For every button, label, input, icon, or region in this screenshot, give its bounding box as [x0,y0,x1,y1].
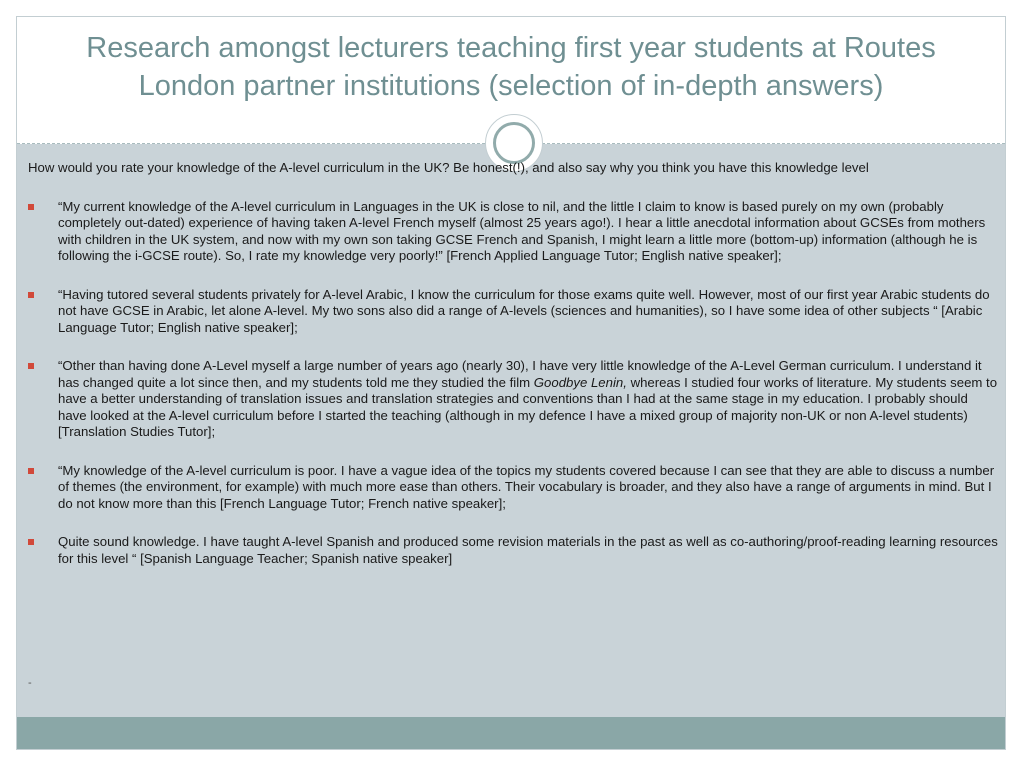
answer-item [28,358,1000,441]
film-title: Goodbye Lenin, [533,374,627,390]
answer-item [28,534,1000,567]
answer-text: “Having tutored several students privately for A-level Arabic, I know the curriculum for those exams quite well. However, most of our first year Arabic students do not have GCSE in Arabic, let alone A-level. My two sons also did a range of A-levels (sciences and humanities), so I have some idea of other subjects “ [Arabic Language Tutor; English native speaker]; [58,286,990,335]
answer-item [28,287,1000,337]
answer-text: “My knowledge of the A-level curriculum is poor. I have a vague idea of the topics my students covered because I can see that they are able to discuss a number of themes (the environment, for example) with much more ease than others. Their vocabulary is broader, and they also have a range of arguments in mind. But I do not know more than this [French Language Tutor; French native speaker]; [58,462,995,511]
footer-bar [17,717,1005,750]
answer-text [58,358,997,439]
circle-emblem-ring [493,122,535,164]
answer-list [28,199,1000,568]
answer-text-after: whereas I studied four works of literature. My students seem to have a better understanding of translation issues and translation strategies and conventions than I had at the same stage in my education. I probably should have looked at the A-level curriculum before I started the teaching (although in my defence I have a mixed group of majority non-UK or non A-level students) [Translation Studies Tutor]; [58,374,998,439]
square-bullet-icon [28,539,34,545]
answer-item [28,199,1000,265]
trailing-mark: - [28,677,32,689]
square-bullet-icon [28,468,34,474]
answer-text-before: “Other than having done A-Level myself a large number of years ago (nearly 30), I have very little knowledge of the A-Level German curriculum. I understand it has changed quite a lot since then, and my students told me they studied the film [58,358,982,390]
answer-text: “My current knowledge of the A-level curriculum in Languages in the UK is close to nil, and the little I claim to know is based purely on my own (probably completely out-dated) experience of having taken A-level French myself (almost 25 years ago!). I hear a little anecdotal information about GCSEs from mothers with children in the UK system, and now with my own son taking GCSE French and Spanish, I might learn a little more (bottom-up) information (although he is following the i-GCSE route). So, I rate my knowledge very poorly!” [French Applied Language Tutor; English native speaker]; [58,198,986,263]
square-bullet-icon [28,292,34,298]
answer-item [28,463,1000,513]
square-bullet-icon [28,363,34,369]
square-bullet-icon [28,204,34,210]
slide-content [28,160,1000,589]
slide-title: Research amongst lecturers teaching first year students at Routes London partner institutions (selection of in-depth answers) [86,32,936,102]
answer-text: Quite sound knowledge. I have taught A-level Spanish and produced some revision materials in the past as well as co-authoring/proof-reading learning resources for this level “ [Spanish Language Teacher; Spanish native speaker] [58,534,998,566]
survey-question: How would you rate your knowledge of the A-level curriculum in the UK? Be honest(!), and also say why you think you have this knowledge level [28,160,869,175]
